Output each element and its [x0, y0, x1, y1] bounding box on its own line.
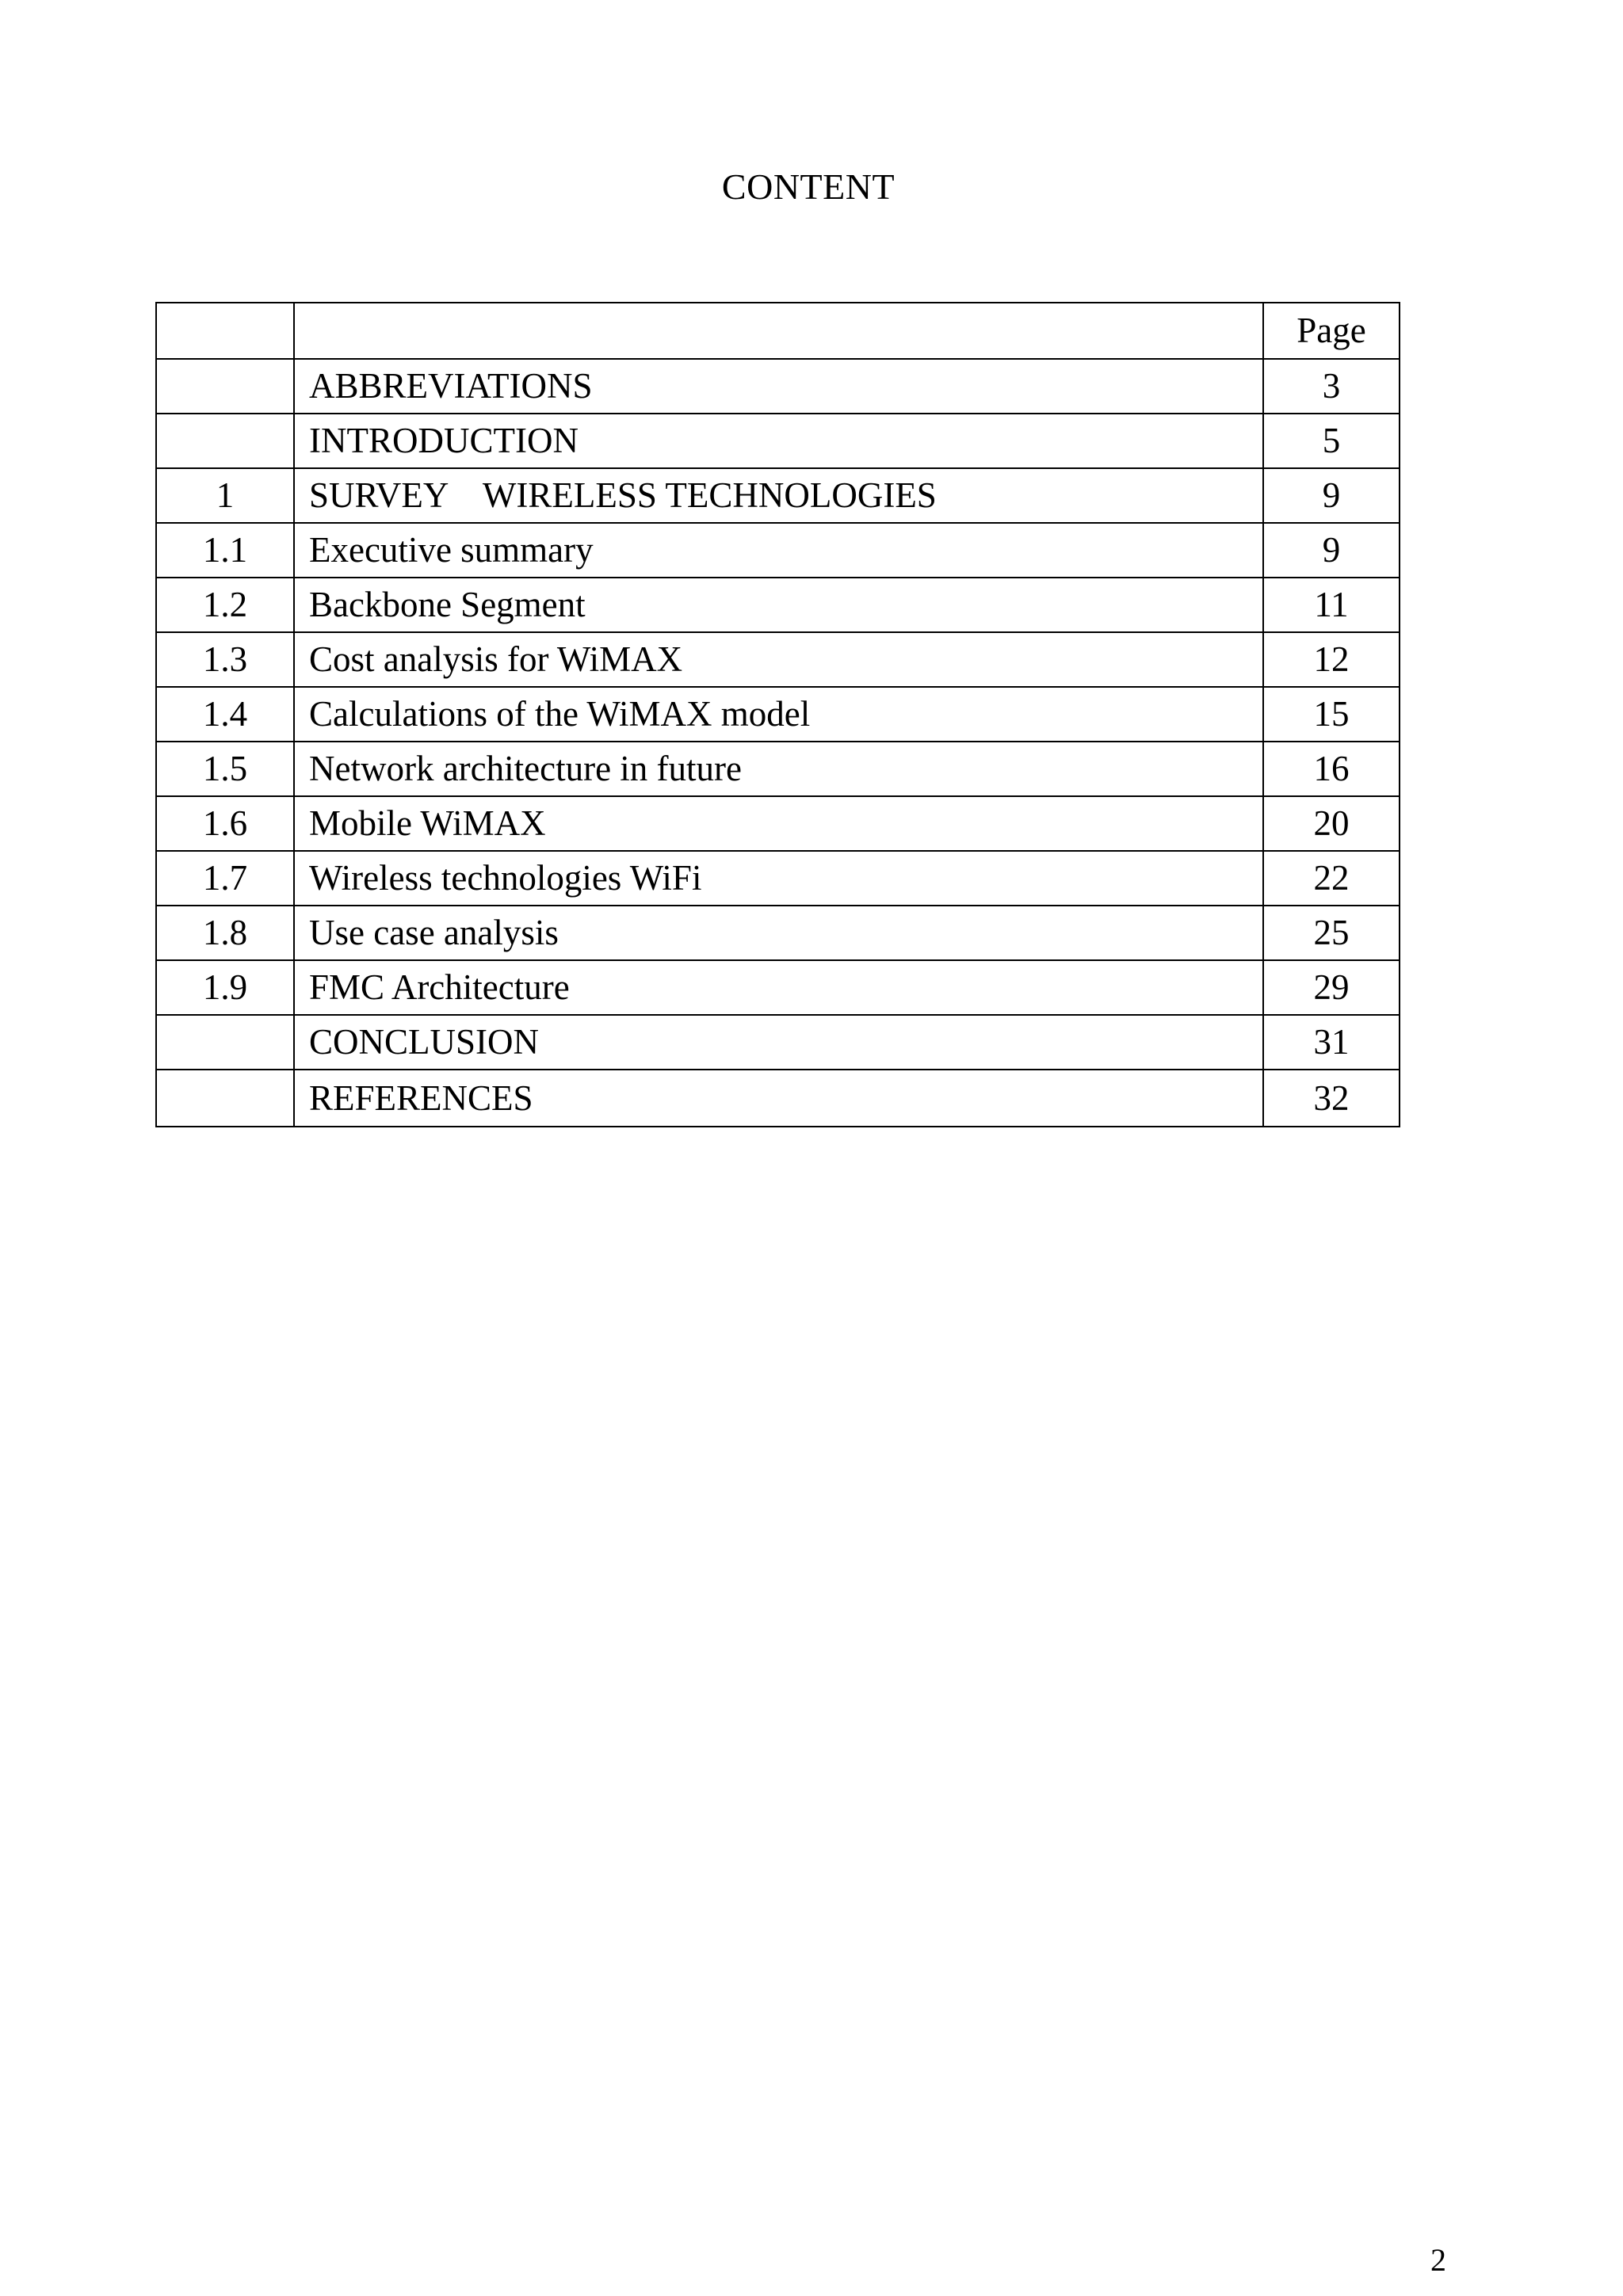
toc-row-mobile-wimax	[156, 796, 1400, 851]
toc-row-page: 25	[1263, 906, 1400, 960]
toc-row-page: 3	[1263, 359, 1400, 414]
toc-row-number	[156, 414, 294, 468]
toc-row-page: 9	[1263, 523, 1400, 578]
toc-row-use-case-analysis	[156, 906, 1400, 960]
toc-header-title	[294, 303, 1263, 359]
toc-header-page: Page	[1263, 303, 1400, 359]
toc-row-wireless-wifi	[156, 851, 1400, 906]
toc-row-number	[156, 359, 294, 414]
toc-row-number: 1	[156, 468, 294, 523]
toc-row-page: 31	[1263, 1015, 1400, 1070]
toc-row-title: Use case analysis	[294, 906, 1263, 960]
toc-row-fmc-architecture	[156, 960, 1400, 1015]
toc-row-page: 9	[1263, 468, 1400, 523]
toc-row-page: 32	[1263, 1070, 1400, 1127]
toc-row-title: Executive summary	[294, 523, 1263, 578]
toc-row-title: CONCLUSION	[294, 1015, 1263, 1070]
toc-row-title: Mobile WiMAX	[294, 796, 1263, 851]
toc-row-page: 12	[1263, 632, 1400, 687]
toc-row-title: FMC Architecture	[294, 960, 1263, 1015]
toc-row-number	[156, 1015, 294, 1070]
toc-row-number: 1.7	[156, 851, 294, 906]
toc-row-title: ABBREVIATIONS	[294, 359, 1263, 414]
page-number: 2	[1430, 2242, 1446, 2278]
toc-row-title: Wireless technologies WiFi	[294, 851, 1263, 906]
toc-row-page: 29	[1263, 960, 1400, 1015]
toc-header-row	[156, 303, 1400, 359]
toc-row-calculations	[156, 687, 1400, 742]
toc-row-page: 20	[1263, 796, 1400, 851]
toc-row-network-architecture	[156, 742, 1400, 796]
toc-row-page: 16	[1263, 742, 1400, 796]
toc-row-title: SURVEY WIRELESS TECHNOLOGIES	[294, 468, 1263, 523]
toc-row-number: 1.1	[156, 523, 294, 578]
toc-row-cost-analysis	[156, 632, 1400, 687]
toc-row-survey	[156, 468, 1400, 523]
toc-row-abbreviations	[156, 359, 1400, 414]
toc-body	[156, 303, 1400, 1127]
toc-row-number: 1.6	[156, 796, 294, 851]
toc-row-page: 22	[1263, 851, 1400, 906]
toc-row-number: 1.4	[156, 687, 294, 742]
toc-row-title: Cost analysis for WiMAX	[294, 632, 1263, 687]
toc-row-number: 1.2	[156, 578, 294, 632]
toc-header-number	[156, 303, 294, 359]
table-of-contents	[155, 302, 1400, 1127]
toc-row-number: 1.5	[156, 742, 294, 796]
toc-row-references	[156, 1070, 1400, 1127]
toc-row-title: REFERENCES	[294, 1070, 1263, 1127]
toc-row-title: Network architecture in future	[294, 742, 1263, 796]
toc-row-title: Calculations of the WiMAX model	[294, 687, 1263, 742]
toc-row-conclusion	[156, 1015, 1400, 1070]
toc-row-executive-summary	[156, 523, 1400, 578]
toc-row-number	[156, 1070, 294, 1127]
toc-row-number: 1.9	[156, 960, 294, 1015]
toc-row-title: Backbone Segment	[294, 578, 1263, 632]
toc-row-number: 1.8	[156, 906, 294, 960]
toc-row-backbone-segment	[156, 578, 1400, 632]
page-title: CONTENT	[721, 166, 896, 207]
toc-row-introduction	[156, 414, 1400, 468]
toc-row-page: 5	[1263, 414, 1400, 468]
toc-row-title: INTRODUCTION	[294, 414, 1263, 468]
toc-row-page: 11	[1263, 578, 1400, 632]
toc-row-page: 15	[1263, 687, 1400, 742]
toc-row-number: 1.3	[156, 632, 294, 687]
